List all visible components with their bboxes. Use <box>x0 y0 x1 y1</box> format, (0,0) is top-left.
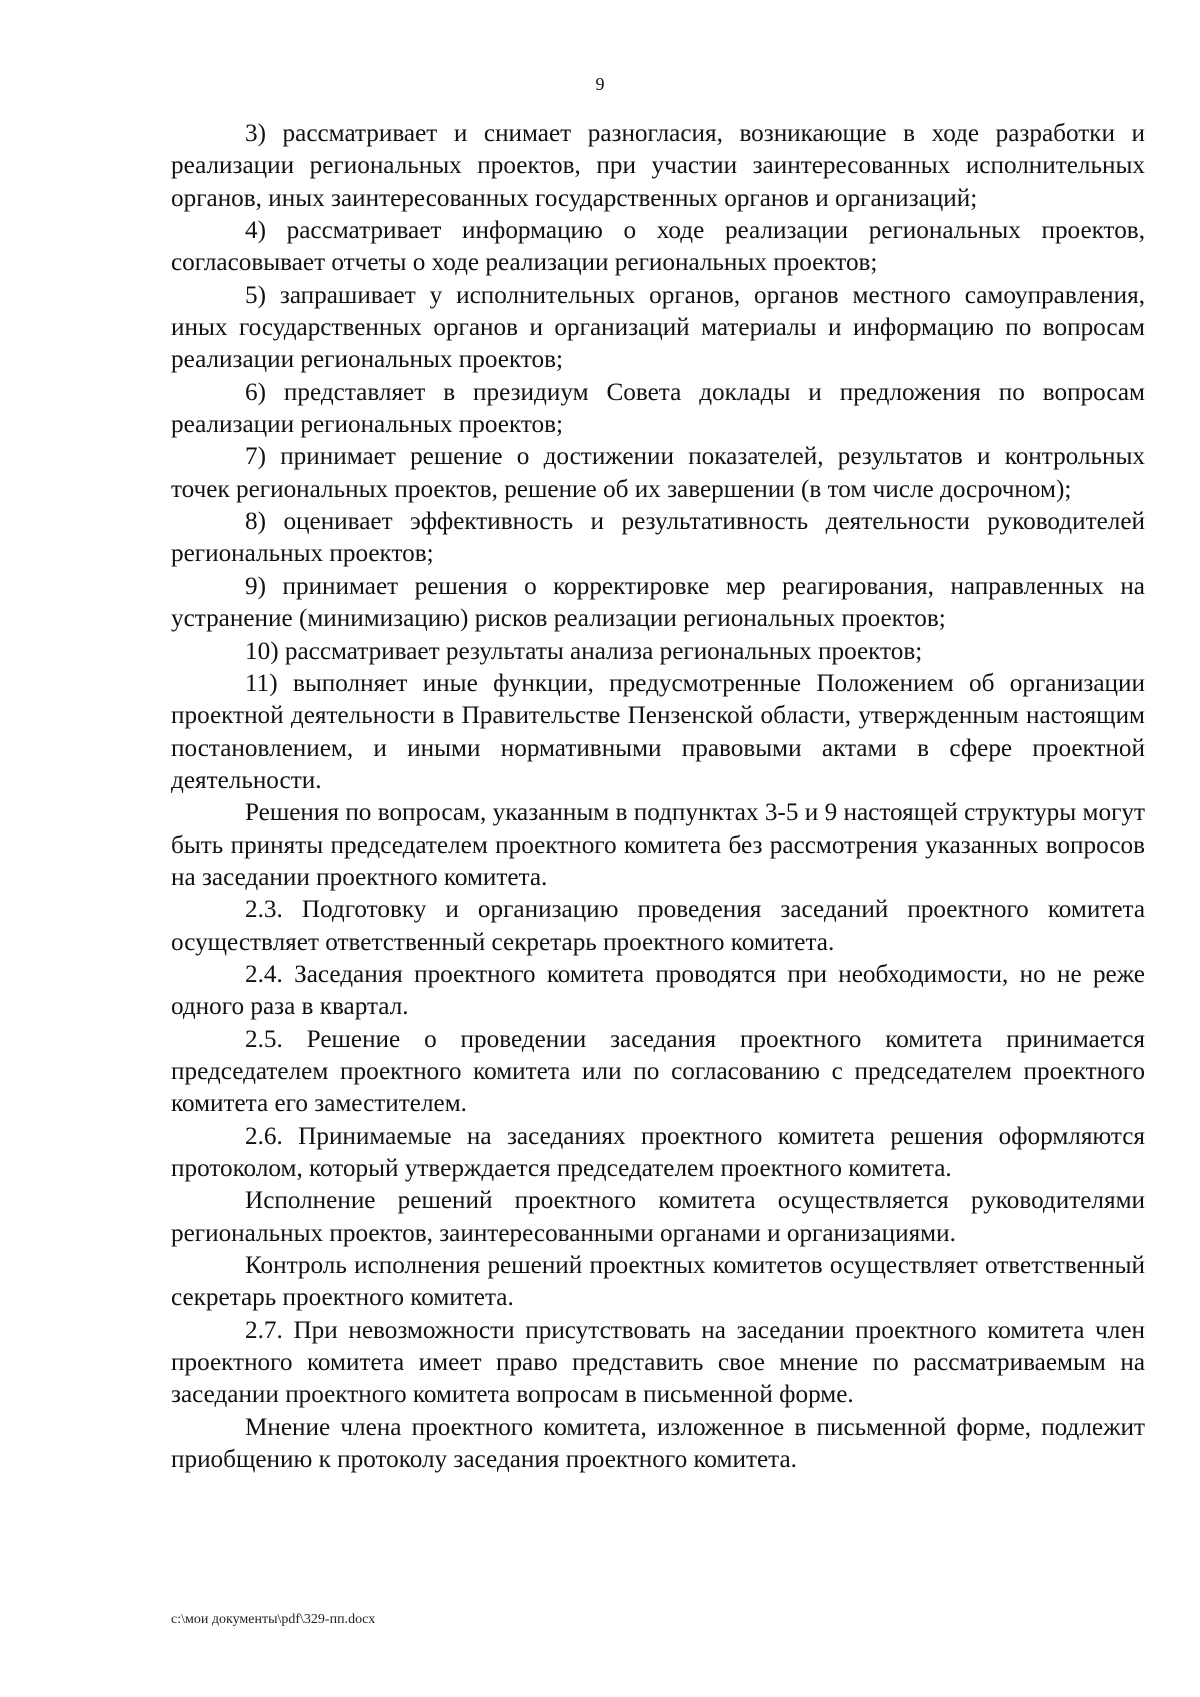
paragraph-2-7: 2.7. При невозможности присутствовать на заседании проектного комитета член проектного комитета имеет право представить свое мнение по рассматриваемым на заседании проектного комитета вопросам в письменной форме. <box>171 1316 1145 1409</box>
page-number: 9 <box>595 74 605 94</box>
paragraph-written-opinion: Мнение члена проектного комитета, изложенное в письменной форме, подлежит приобщению к протоколу заседания проектного комитета. <box>171 1413 1145 1474</box>
paragraph-item-6: 6) представляет в президиум Совета доклады и предложения по вопросам реализации региональных проектов; <box>171 378 1145 439</box>
paragraph-2-3: 2.3. Подготовку и организацию проведения заседаний проектного комитета осуществляет ответственный секретарь проектного комитета. <box>171 896 1145 956</box>
paragraph-execution: Исполнение решений проектного комитета осуществляется руководителями региональных проектов, заинтересованными органами и организациями. <box>171 1187 1145 1247</box>
paragraph-2-6: 2.6. Принимаемые на заседаниях проектного комитета решения оформляются протоколом, который утверждается председателем проектного комитета. <box>171 1122 1145 1182</box>
paragraph-decisions: Решения по вопросам, указанным в подпунктах 3-5 и 9 настоящей структуры могут быть приняты председателем проектного комитета без рассмотрения указанных вопросов на заседании проектного комитета. <box>171 799 1145 891</box>
paragraph-2-5: 2.5. Решение о проведении заседания проектного комитета принимается председателем проектного комитета или по согласованию с председателем проектного комитета его заместителем. <box>171 1025 1145 1118</box>
paragraph-item-4: 4) рассматривает информацию о ходе реализации региональных проектов, согласовывает отчеты о ходе реализации региональных проектов; <box>171 217 1145 277</box>
document-body <box>171 118 1145 1476</box>
paragraph-item-10: 10) рассматривает результаты анализа региональных проектов; <box>245 637 923 665</box>
paragraph-item-9: 9) принимает решения о корректировке мер реагирования, направленных на устранение (минимизацию) рисков реализации региональных проектов; <box>171 572 1145 633</box>
paragraph-item-11: 11) выполняет иные функции, предусмотренные Положением об организации проектной деятельности в Правительстве Пензенской области, утвержденным настоящим постановлением, и иными нормативными правовыми актами в сфере проектной деятельности. <box>171 669 1145 794</box>
footer-file-path: c:\мои документы\pdf\329-пп.docx <box>171 1612 376 1627</box>
paragraph-control: Контроль исполнения решений проектных комитетов осуществляет ответственный секретарь проектного комитета. <box>171 1252 1145 1312</box>
paragraph-2-4: 2.4. Заседания проектного комитета проводятся при необходимости, но не реже одного раза в квартал. <box>171 960 1145 1021</box>
paragraph-item-7: 7) принимает решение о достижении показателей, результатов и контрольных точек региональных проектов, решение об их завершении (в том числе досрочном); <box>171 443 1145 503</box>
paragraph-item-8: 8) оценивает эффективность и результативность деятельности руководителей региональных проектов; <box>171 508 1145 568</box>
paragraph-item-5: 5) запрашивает у исполнительных органов, органов местного самоуправления, иных государственных органов и организаций материалы и информацию по вопросам реализации региональных проектов; <box>171 281 1145 374</box>
paragraph-item-3: 3) рассматривает и снимает разногласия, возникающие в ходе разработки и реализации региональных проектов, при участии заинтересованных исполнительных органов, иных заинтересованных государственных органов и организаций; <box>171 120 1145 212</box>
